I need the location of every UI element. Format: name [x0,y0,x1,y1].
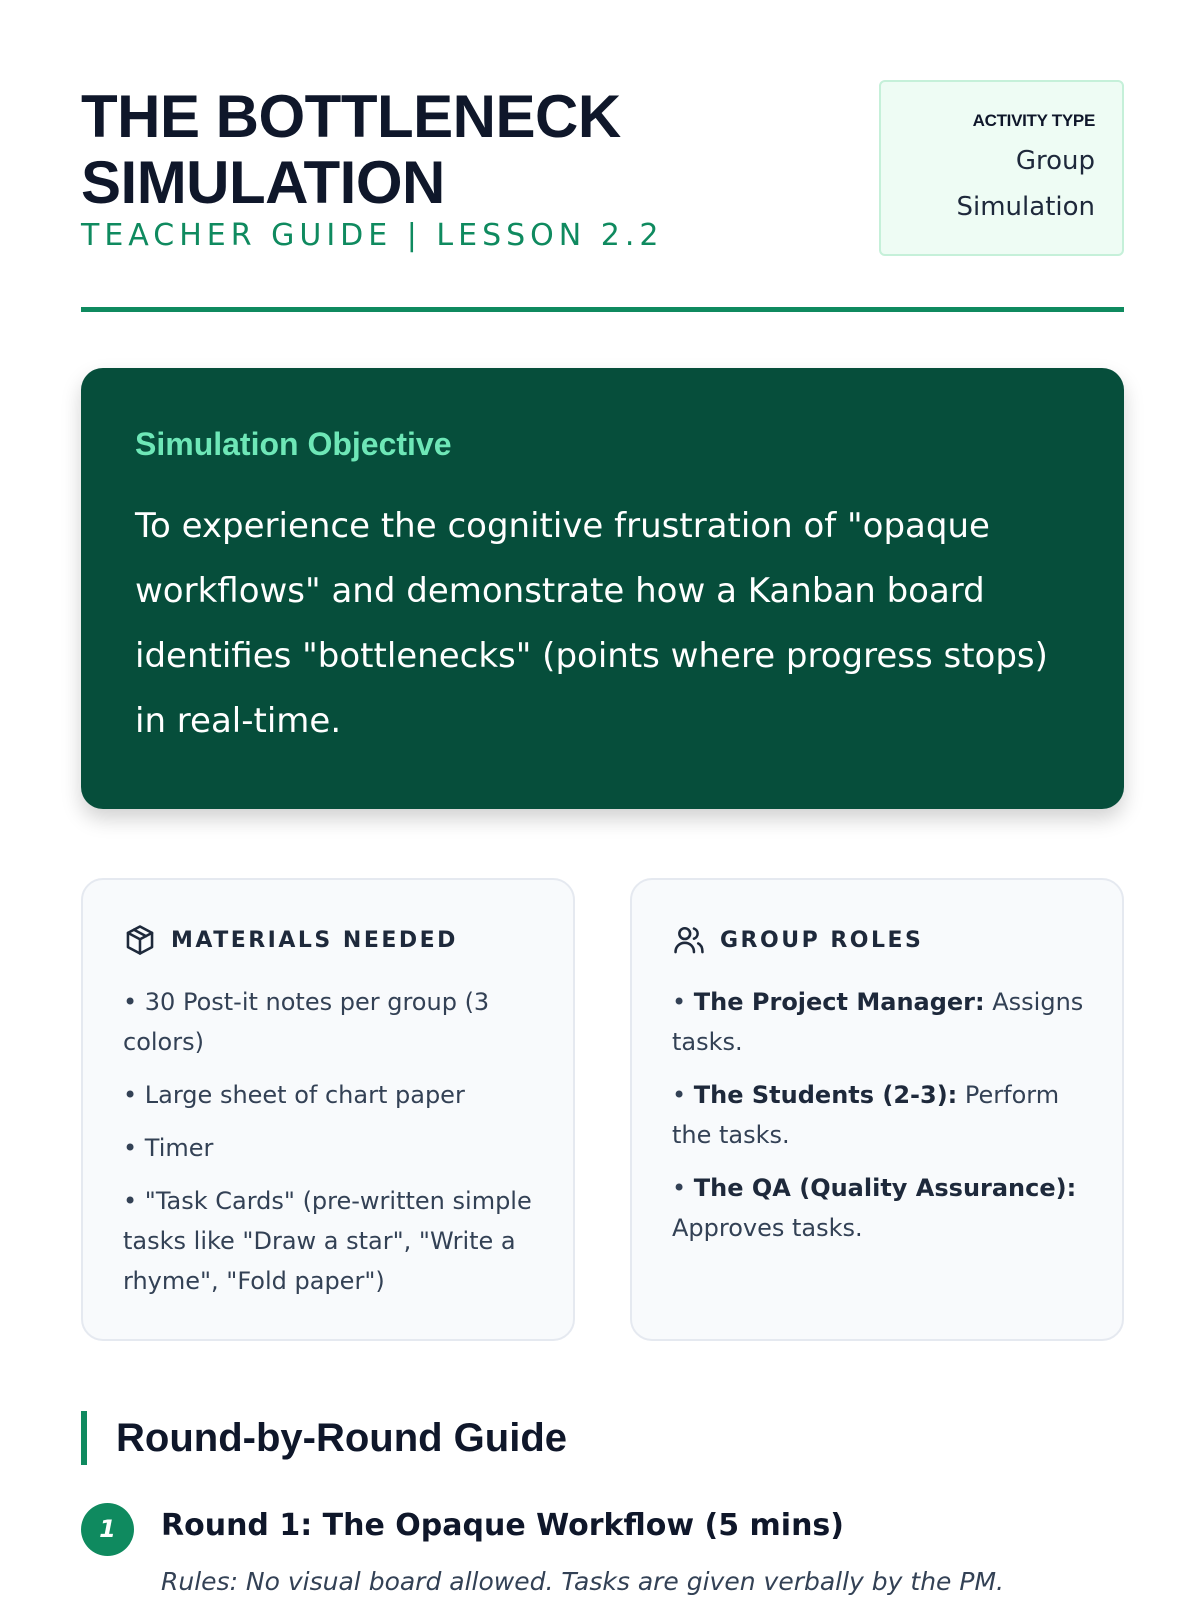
materials-card-header [123,922,535,958]
materials-card [81,878,575,1341]
activity-type-value: Group Simulation [956,146,1095,222]
round-guide-heading: Round-by-Round Guide [81,1411,567,1465]
role-name: The Project Manager: [693,988,985,1016]
package-icon [123,923,157,957]
page-subtitle: TEACHER GUIDE | LESSON 2.2 [81,218,664,253]
list-item [672,1075,1084,1155]
page-header [81,80,1124,312]
objective-heading: Simulation Objective [135,426,452,462]
roles-list [672,982,1084,1248]
role-description: Approves tasks. [672,1214,863,1242]
activity-type-label: ACTIVITY TYPE [972,111,1095,130]
objective-text: To experience the cognitive frustration of "opaque workflows" and demonstrate how a Kanban board identifies "bottlenecks" (points where progress stops) in real-time. [135,506,1048,741]
role-description: Assigns tasks. [672,988,1084,1056]
activity-type-box [879,80,1124,256]
list-item [672,1168,1084,1248]
roles-card [630,878,1124,1341]
materials-list [123,982,535,1301]
objective-panel [81,368,1124,809]
list-item: • "Task Cards" (pre-written simple tasks like "Draw a star", "Write a rhyme", "Fold paper") [123,1187,532,1295]
role-name: The QA (Quality Assurance): [693,1174,1077,1202]
list-item: • Timer [123,1134,214,1162]
page-title: THE BOTTLENECK SIMULATION [81,83,621,216]
list-bullet: • [672,1174,694,1202]
round-number-badge: 1 [81,1503,134,1556]
roles-card-title: GROUP ROLES [720,927,924,953]
role-description: Perform the tasks. [672,1081,1060,1149]
role-name: The Students (2-3): [693,1081,958,1109]
list-bullet: • [672,1081,694,1109]
materials-card-title: MATERIALS NEEDED [171,927,458,953]
list-bullet: • [672,988,694,1016]
list-item [672,982,1084,1062]
round-rules: Rules: No visual board allowed. Tasks are given verbally by the PM. [161,1567,1004,1596]
users-icon [672,923,706,957]
roles-card-header [672,922,1084,958]
list-item: • Large sheet of chart paper [123,1081,465,1109]
round-title: Round 1: The Opaque Workflow (5 mins) [161,1508,844,1543]
list-item: • 30 Post-it notes per group (3 colors) [123,988,490,1056]
